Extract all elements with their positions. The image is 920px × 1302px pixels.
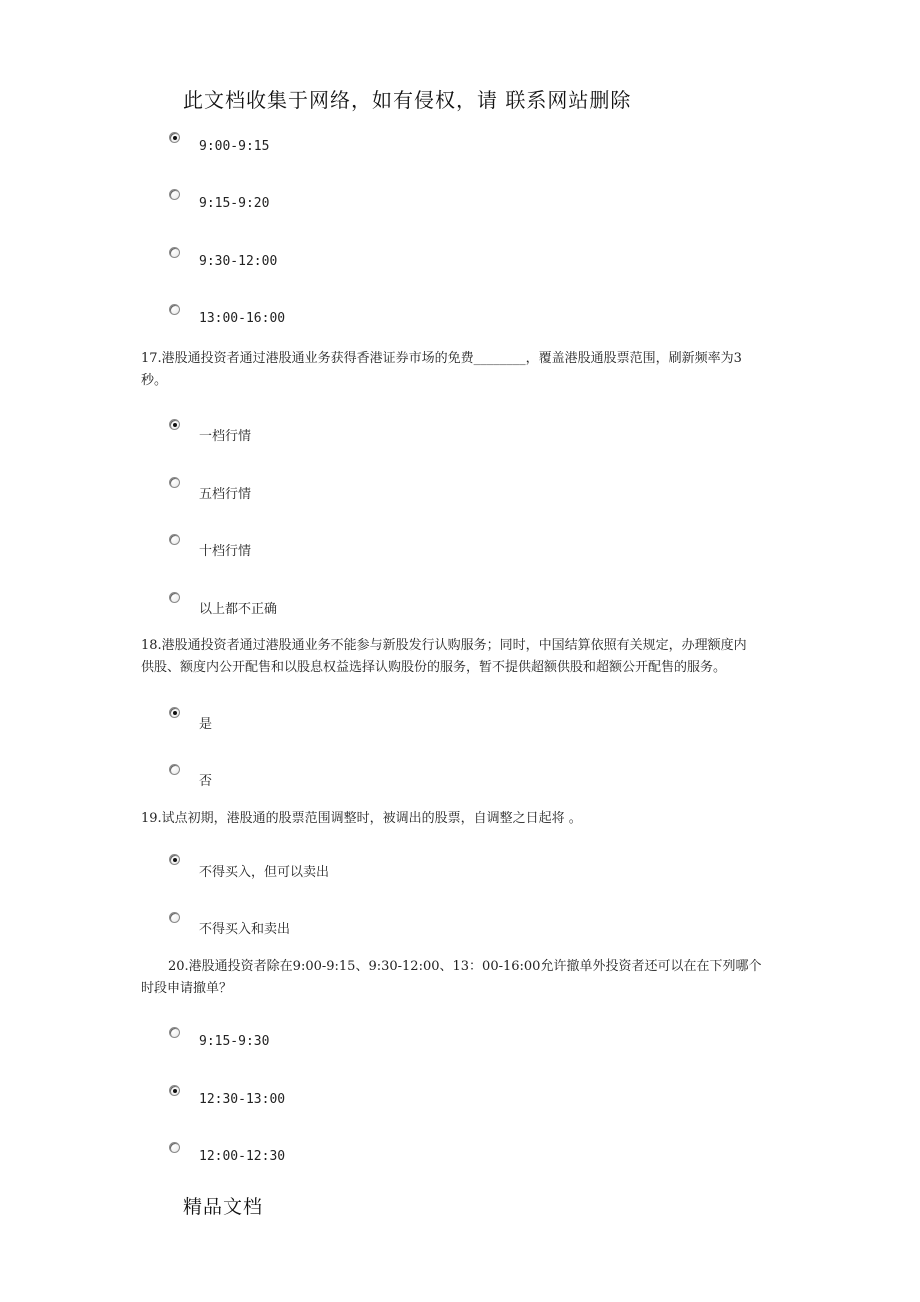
q17-option-3-label: 十档行情: [199, 544, 252, 559]
q17-option-4-radio[interactable]: [169, 592, 180, 603]
q16-option-4-radio[interactable]: [169, 304, 180, 315]
q20-option-3-radio[interactable]: [169, 1142, 180, 1153]
q17-option-2-radio[interactable]: [169, 477, 180, 488]
q19-option-2-radio[interactable]: [169, 912, 180, 923]
q18-line-1: 18.港股通投资者通过港股通业务不能参与新股发行认购服务；同时，中国结算依照有关规定，办理额度内: [141, 638, 747, 653]
q20-line-1: 20.港股通投资者除在9:00-9:15、9:30-12:00、13：00-16:00允许撤单外投资者还可以在在下列哪个: [168, 959, 762, 974]
q18-option-2-radio[interactable]: [169, 764, 180, 775]
q19-option-2-label: 不得买入和卖出: [199, 922, 291, 937]
q20-option-3-label: 12:00-12:30: [199, 1149, 286, 1164]
q17-option-1-label: 一档行情: [199, 429, 252, 444]
q18-line-2: 供股、额度内公开配售和以股息权益选择认购股份的服务，暂不提供超额供股和超额公开配售的服务。: [141, 660, 727, 675]
q20-option-2-label: 12:30-13:00: [199, 1092, 286, 1107]
q17-option-1-radio[interactable]: [169, 419, 180, 430]
q19-option-1-label: 不得买入，但可以卖出: [199, 865, 330, 880]
q18-option-2-label: 否: [199, 774, 213, 789]
q17-line-1: 17.港股通投资者通过港股通业务获得香港证券市场的免费________，覆盖港股通股票范围，刷新频率为3: [141, 351, 742, 366]
q16-option-1-label: 9:00-9:15: [199, 139, 270, 154]
q18-option-1-label: 是: [199, 717, 213, 732]
q19-line-1: 19.试点初期，港股通的股票范围调整时，被调出的股票，自调整之日起将 。: [141, 811, 582, 826]
q16-option-1-radio[interactable]: [169, 132, 180, 143]
q17-option-2-label: 五档行情: [199, 487, 252, 502]
q16-option-2-radio[interactable]: [169, 189, 180, 200]
q20-question: [141, 956, 788, 1000]
q16-option-2-label: 9:15-9:20: [199, 196, 270, 211]
q18-question: [141, 635, 781, 679]
q17-option-4-label: 以上都不正确: [199, 602, 278, 617]
q18-option-1-radio[interactable]: [169, 707, 180, 718]
q20-option-2-radio[interactable]: [169, 1085, 180, 1096]
q20-line-2: 时段申请撤单？: [141, 981, 233, 996]
q19-question: [141, 808, 781, 830]
q19-option-1-radio[interactable]: [169, 854, 180, 865]
q16-option-3-radio[interactable]: [169, 247, 180, 258]
page-header: 此文档收集于网络，如有侵权，请 联系网站删除: [183, 88, 632, 112]
q16-option-3-label: 9:30-12:00: [199, 254, 278, 269]
page-footer: 精品文档: [183, 1196, 264, 1218]
q17-question: [141, 348, 781, 392]
q16-option-4-label: 13:00-16:00: [199, 311, 286, 326]
q20-option-1-label: 9:15-9:30: [199, 1034, 270, 1049]
q17-line-2: 秒。: [141, 373, 168, 388]
q17-option-3-radio[interactable]: [169, 534, 180, 545]
q20-option-1-radio[interactable]: [169, 1027, 180, 1038]
